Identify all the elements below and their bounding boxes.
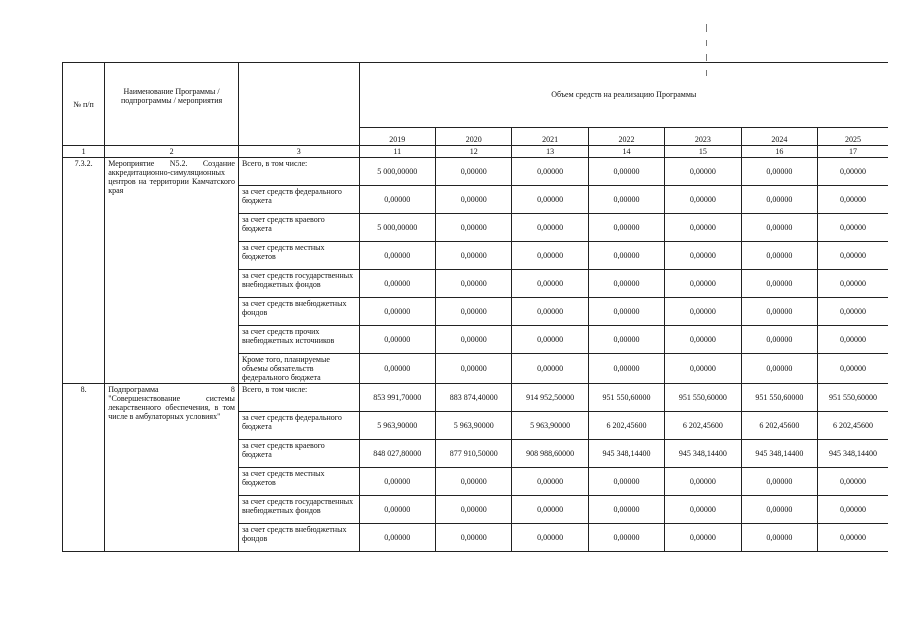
amount-cell: 0,00000 <box>665 524 741 552</box>
table-row <box>63 384 889 412</box>
amount-cell: 0,00000 <box>665 270 741 298</box>
amount-cell: 0,00000 <box>435 326 511 354</box>
amount-cell: 0,00000 <box>818 298 888 326</box>
amount-cell: 0,00000 <box>588 270 664 298</box>
funding-source: за счет средств местных бюджетов <box>238 242 359 270</box>
amount-cell: 0,00000 <box>741 496 817 524</box>
funding-table <box>62 62 888 552</box>
amount-cell: 0,00000 <box>435 298 511 326</box>
table-row <box>63 158 889 186</box>
amount-cell: 0,00000 <box>741 186 817 214</box>
amount-cell: 0,00000 <box>818 214 888 242</box>
year-header: 2024 <box>741 127 817 145</box>
amount-cell: 0,00000 <box>665 242 741 270</box>
amount-cell: 0,00000 <box>512 158 588 186</box>
amount-cell: 0,00000 <box>741 158 817 186</box>
funding-source: за счет средств прочих внебюджетных источников <box>238 326 359 354</box>
amount-cell: 0,00000 <box>435 214 511 242</box>
amount-cell: 6 202,45600 <box>818 412 888 440</box>
amount-cell: 0,00000 <box>435 354 511 384</box>
amount-cell: 0,00000 <box>818 468 888 496</box>
amount-cell: 0,00000 <box>435 186 511 214</box>
column-index: 1 <box>63 146 105 158</box>
amount-cell: 0,00000 <box>741 298 817 326</box>
header-num: № п/п <box>63 63 105 146</box>
amount-cell: 0,00000 <box>359 186 435 214</box>
amount-cell: 0,00000 <box>359 496 435 524</box>
amount-cell: 0,00000 <box>588 496 664 524</box>
amount-cell: 951 550,60000 <box>741 384 817 412</box>
funding-source: за счет средств краевого бюджета <box>238 440 359 468</box>
amount-cell: 0,00000 <box>818 524 888 552</box>
amount-cell: 0,00000 <box>665 158 741 186</box>
amount-cell: 0,00000 <box>588 214 664 242</box>
amount-cell: 0,00000 <box>665 214 741 242</box>
funding-source: за счет средств федерального бюджета <box>238 412 359 440</box>
column-index: 16 <box>741 146 817 158</box>
amount-cell: 0,00000 <box>588 524 664 552</box>
header-source <box>238 63 359 146</box>
column-index: 17 <box>818 146 888 158</box>
amount-cell: 0,00000 <box>818 326 888 354</box>
amount-cell: 0,00000 <box>665 186 741 214</box>
amount-cell: 5 963,90000 <box>359 412 435 440</box>
amount-cell: 0,00000 <box>512 242 588 270</box>
amount-cell: 6 202,45600 <box>741 412 817 440</box>
amount-cell: 0,00000 <box>818 354 888 384</box>
amount-cell: 0,00000 <box>435 468 511 496</box>
column-index: 13 <box>512 146 588 158</box>
amount-cell: 5 000,00000 <box>359 158 435 186</box>
amount-cell: 0,00000 <box>818 186 888 214</box>
amount-cell: 0,00000 <box>359 242 435 270</box>
year-header: 2021 <box>512 127 588 145</box>
amount-cell: 0,00000 <box>512 468 588 496</box>
amount-cell: 6 202,45600 <box>588 412 664 440</box>
amount-cell: 0,00000 <box>741 242 817 270</box>
amount-cell: 5 963,90000 <box>512 412 588 440</box>
amount-cell: 0,00000 <box>818 242 888 270</box>
column-index: 3 <box>238 146 359 158</box>
funding-source: Кроме того, планируемые объемы обязательств федерального бюджета <box>238 354 359 384</box>
amount-cell: 0,00000 <box>435 496 511 524</box>
amount-cell: 0,00000 <box>359 468 435 496</box>
header-row <box>63 63 889 128</box>
amount-cell: 0,00000 <box>741 524 817 552</box>
year-header: 2020 <box>435 127 511 145</box>
column-index: 2 <box>105 146 239 158</box>
funding-source: за счет средств федерального бюджета <box>238 186 359 214</box>
amount-cell: 0,00000 <box>359 524 435 552</box>
amount-cell: 0,00000 <box>512 496 588 524</box>
amount-cell: 0,00000 <box>665 354 741 384</box>
amount-cell: 0,00000 <box>665 468 741 496</box>
amount-cell: 0,00000 <box>512 298 588 326</box>
amount-cell: 0,00000 <box>512 214 588 242</box>
amount-cell: 6 202,45600 <box>665 412 741 440</box>
funding-source: Всего, в том числе: <box>238 158 359 186</box>
amount-cell: 0,00000 <box>435 158 511 186</box>
amount-cell: 5 963,90000 <box>435 412 511 440</box>
amount-cell: 0,00000 <box>665 298 741 326</box>
amount-cell: 0,00000 <box>512 270 588 298</box>
year-header: 2023 <box>665 127 741 145</box>
amount-cell: 0,00000 <box>818 496 888 524</box>
amount-cell: 0,00000 <box>741 326 817 354</box>
amount-cell: 945 348,14400 <box>588 440 664 468</box>
funding-source: за счет средств государственных внебюджетных фондов <box>238 270 359 298</box>
amount-cell: 0,00000 <box>588 242 664 270</box>
amount-cell: 951 550,60000 <box>588 384 664 412</box>
amount-cell: 945 348,14400 <box>741 440 817 468</box>
funding-source: за счет средств государственных внебюджетных фондов <box>238 496 359 524</box>
amount-cell: 0,00000 <box>435 242 511 270</box>
amount-cell: 951 550,60000 <box>818 384 888 412</box>
funding-source: за счет средств краевого бюджета <box>238 214 359 242</box>
amount-cell: 0,00000 <box>741 214 817 242</box>
amount-cell: 0,00000 <box>359 354 435 384</box>
amount-cell: 0,00000 <box>665 326 741 354</box>
amount-cell: 0,00000 <box>588 298 664 326</box>
column-index: 15 <box>665 146 741 158</box>
amount-cell: 0,00000 <box>588 158 664 186</box>
funding-source: за счет средств внебюджетных фондов <box>238 524 359 552</box>
amount-cell: 0,00000 <box>665 496 741 524</box>
header-funding: Объем средств на реализацию Программы <box>359 63 888 128</box>
amount-cell: 848 027,80000 <box>359 440 435 468</box>
amount-cell: 0,00000 <box>512 354 588 384</box>
amount-cell: 853 991,70000 <box>359 384 435 412</box>
amount-cell: 951 550,60000 <box>665 384 741 412</box>
column-index: 12 <box>435 146 511 158</box>
funding-source: Всего, в том числе: <box>238 384 359 412</box>
amount-cell: 883 874,40000 <box>435 384 511 412</box>
amount-cell: 0,00000 <box>359 326 435 354</box>
amount-cell: 0,00000 <box>741 468 817 496</box>
amount-cell: 5 000,00000 <box>359 214 435 242</box>
funding-source: за счет средств внебюджетных фондов <box>238 298 359 326</box>
amount-cell: 0,00000 <box>588 326 664 354</box>
year-header: 2022 <box>588 127 664 145</box>
column-index: 11 <box>359 146 435 158</box>
column-index-row <box>63 146 889 158</box>
amount-cell: 908 988,60000 <box>512 440 588 468</box>
amount-cell: 0,00000 <box>435 270 511 298</box>
amount-cell: 914 952,50000 <box>512 384 588 412</box>
amount-cell: 0,00000 <box>435 524 511 552</box>
item-name: Подпрограмма 8 "Совершенствование системы лекарственного обеспечения, в том числе в амбулаторных условиях" <box>105 384 239 552</box>
item-number: 8. <box>63 384 105 552</box>
item-number: 7.3.2. <box>63 158 105 384</box>
amount-cell: 945 348,14400 <box>818 440 888 468</box>
item-name: Мероприятие N5.2. Создание аккредитационно-симуляционных центров на территории Камчатского края <box>105 158 239 384</box>
amount-cell: 0,00000 <box>359 270 435 298</box>
amount-cell: 0,00000 <box>512 186 588 214</box>
funding-source: за счет средств местных бюджетов <box>238 468 359 496</box>
amount-cell: 0,00000 <box>741 354 817 384</box>
header-name: Наименование Программы / подпрограммы / мероприятия <box>105 63 239 146</box>
amount-cell: 0,00000 <box>512 524 588 552</box>
amount-cell: 0,00000 <box>588 468 664 496</box>
year-header: 2025 <box>818 127 888 145</box>
column-index: 14 <box>588 146 664 158</box>
amount-cell: 945 348,14400 <box>665 440 741 468</box>
amount-cell: 0,00000 <box>818 158 888 186</box>
amount-cell: 0,00000 <box>512 326 588 354</box>
amount-cell: 877 910,50000 <box>435 440 511 468</box>
amount-cell: 0,00000 <box>741 270 817 298</box>
amount-cell: 0,00000 <box>359 298 435 326</box>
year-header: 2019 <box>359 127 435 145</box>
amount-cell: 0,00000 <box>588 186 664 214</box>
amount-cell: 0,00000 <box>588 354 664 384</box>
amount-cell: 0,00000 <box>818 270 888 298</box>
